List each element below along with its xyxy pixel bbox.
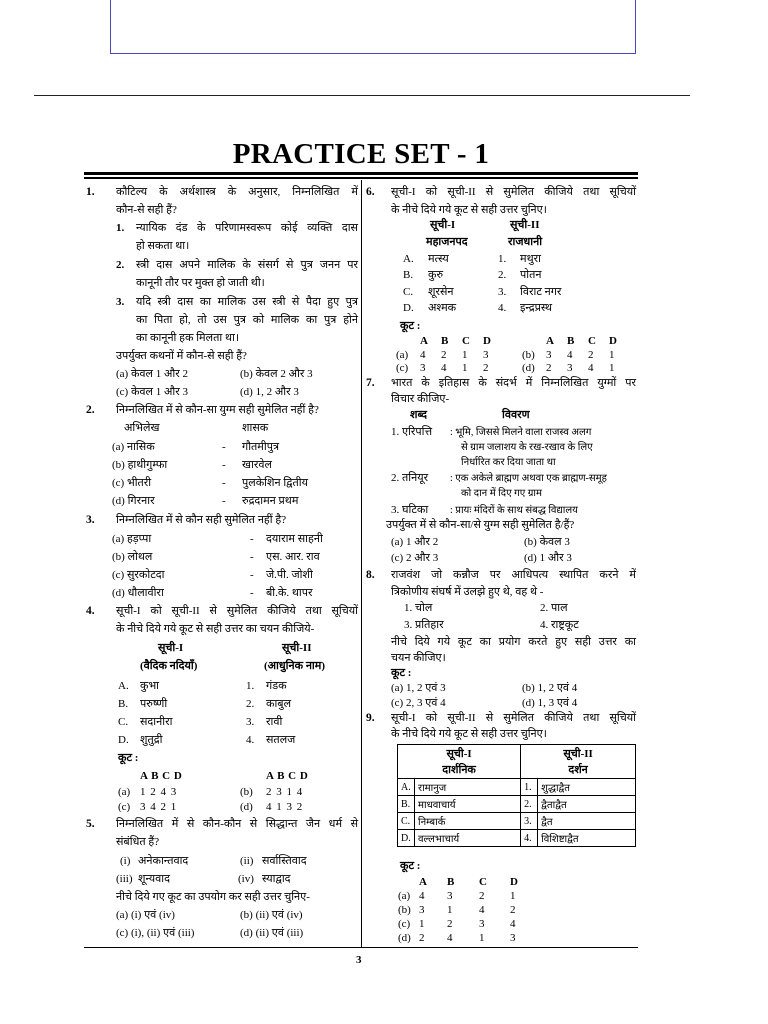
description: : एक अकेले ब्राह्मण अथवा एक ब्राह्मण-समूह [450, 473, 607, 484]
row-letter: A. [118, 680, 129, 692]
option: (a) 1 और 2 [391, 536, 439, 548]
question-stem: कौन-से सही हैं? [116, 204, 177, 216]
row-letter: A. [403, 253, 414, 265]
question-stem: त्रिकोणीय संघर्ष में उलझे हुए थे, वह थे - [391, 586, 544, 598]
row-letter: B. [398, 796, 415, 813]
description: निर्धारित कर दिया जाता था [461, 457, 556, 468]
question-stem: संबंधित हैं? [116, 836, 160, 848]
option-label: (b) [522, 349, 535, 361]
row-number: 1. [246, 680, 255, 692]
option: (d) 1, 3 एवं 4 [522, 697, 578, 709]
description: को दान में दिए गए ग्राम [461, 488, 542, 499]
question-stem: के नीचे दिये गये कूट से सही उत्तर चुनिए। [391, 204, 547, 216]
row-item: शुतुद्री [140, 734, 163, 746]
row-number: 4. [246, 734, 255, 746]
question-number: 7. [366, 377, 375, 389]
row-item: कुभा [140, 680, 160, 692]
row-match: द्वैताद्वैत [538, 796, 636, 813]
pair-left: (b) हाथीगुम्फा [112, 459, 168, 471]
column-header: शासक [242, 422, 269, 434]
code-header: D [510, 876, 518, 888]
row-match: काबुल [266, 698, 292, 710]
code-header: D [609, 335, 617, 347]
row-match: रावी [266, 716, 283, 728]
option-value: 4 [420, 349, 426, 361]
option-value: 1 [609, 349, 615, 361]
code-header: C [479, 876, 487, 888]
code-label: कूट : [118, 752, 139, 764]
question-stem: के नीचे दिये गये कूट से सही उत्तर चुनिए। [391, 728, 547, 740]
row-item: निम्बार्क [415, 813, 521, 830]
pair-right: रुद्रदामन प्रथम [242, 495, 299, 507]
list-item: 1. चोल [404, 602, 433, 614]
item-text: सर्वास्तिवाद [262, 855, 307, 867]
statement: यदि स्त्री दास का मालिक उस स्त्री से पैदा हुए पुत्र [136, 296, 358, 308]
question-stem: भारत के इतिहास के संदर्भ में निम्नलिखित युग्मों पर [391, 377, 636, 389]
match-table [397, 744, 636, 847]
row-item: वल्लभाचार्य [415, 830, 521, 847]
row-match: सतलज [266, 734, 296, 746]
question-number: 3. [86, 514, 95, 526]
option-value: 1 [447, 904, 453, 916]
question-ask: नीचे दिये गये कूट का प्रयोग करते हुए सही उत्तर का [391, 636, 636, 648]
option-values: 2 3 1 4 [266, 786, 303, 798]
option-value: 1 [479, 932, 485, 944]
table-row [398, 779, 636, 796]
option-value: 1 [462, 349, 468, 361]
description: : भूमि, जिससे मिलने वाला राजस्व अलग [450, 427, 592, 438]
question-ask: उपर्युक्त कथनों में कौन-से सही हैं? [116, 350, 247, 362]
pair-right: बी.के. थापर [266, 587, 313, 599]
option: (b) 1, 2 एवं 4 [522, 682, 578, 694]
row-match: द्वैत [538, 813, 636, 830]
row-letter: C. [118, 716, 129, 728]
list-item: 3. प्रतिहार [404, 619, 444, 631]
question-number: 6. [366, 186, 375, 198]
question-stem: राजवंश जो कन्नौज पर आधिपत्य स्थापित करने में [391, 569, 636, 581]
row-item: अश्मक [428, 302, 457, 314]
option-value: 3 [510, 932, 516, 944]
column-header-title: सूची-I [446, 747, 472, 760]
question-number: 1. [86, 186, 95, 198]
row-item: रामानुज [415, 779, 521, 796]
option-values: 4 1 3 2 [266, 801, 303, 813]
pair-left: (a) नासिक [112, 441, 155, 453]
row-item: सदानीरा [140, 716, 173, 728]
description: : प्रायः मंदिरों के साथ संबद्ध विद्यालय [450, 505, 578, 516]
option-label: (c) [118, 801, 131, 813]
question-number: 8. [366, 569, 375, 581]
pair-left: (c) सुरकोटदा [112, 569, 165, 581]
option-values: 3 4 2 1 [140, 801, 177, 813]
column-header: सूची-II [510, 219, 540, 231]
header-rule [34, 95, 690, 96]
option-value: 4 [419, 890, 425, 902]
pair-right: एस. आर. राव [266, 551, 320, 563]
option-value: 2 [588, 349, 594, 361]
pair-left: (c) भीतरी [112, 477, 152, 489]
footer-rule [84, 947, 638, 948]
row-number: 2. [498, 269, 507, 281]
header-box [110, 0, 636, 54]
option-value: 2 [546, 362, 552, 374]
row-letter: D. [398, 830, 415, 847]
pair-left: (b) लोथल [112, 551, 153, 563]
column-header: सूची-II [282, 642, 312, 654]
list-item: 4. राष्ट्रकूट [540, 619, 579, 631]
option: (d) (ii) एवं (iii) [240, 927, 304, 939]
option-label: (d) [522, 362, 535, 374]
option-values: 1 2 4 3 [140, 786, 177, 798]
option-label: (a) [118, 786, 131, 798]
column-subheader: (वैदिक नदियाँ) [140, 660, 198, 672]
row-item: कुरु [428, 269, 444, 281]
pair-right: दयाराम साहनी [266, 533, 323, 545]
option: (c) केवल 1 और 3 [116, 386, 188, 398]
question-number: 2. [86, 404, 95, 416]
row-number: 4. [521, 830, 538, 847]
item-label: (i) [120, 855, 131, 867]
column-header: सूची-I [158, 642, 184, 654]
option-value: 2 [510, 904, 516, 916]
description: से ग्राम जलाशय के रख-रखाव के लिए [461, 442, 593, 453]
question-stem: सूची-I को सूची-II से सुमेलित कीजिये तथा सूचियों [116, 605, 358, 617]
code-header: C [588, 335, 596, 347]
option-label: (c) [398, 918, 411, 930]
question-ask: चयन कीजिए। [391, 652, 446, 664]
option-value: 4 [479, 904, 485, 916]
pair-left: (d) धौलावीरा [112, 587, 164, 599]
term: 3. घटिका [391, 504, 429, 516]
column-header: विवरण [502, 409, 530, 421]
option: (d) 1, 2 और 3 [240, 386, 299, 398]
column-header: सूची-I [430, 219, 456, 231]
code-label: कूट : [400, 320, 421, 332]
row-item: परुष्णी [140, 698, 168, 710]
option: (c) 2, 3 एवं 4 [391, 697, 446, 709]
option: (a) (i) एवं (iv) [116, 909, 175, 921]
option-value: 2 [441, 349, 447, 361]
option: (a) केवल 1 और 2 [116, 368, 188, 380]
page-number: 3 [356, 954, 362, 966]
option-value: 3 [546, 349, 552, 361]
row-match: विशिष्टाद्वैत [538, 830, 636, 847]
question-stem: कौटिल्य के अर्थशास्त्र के अनुसार, निम्नलिखित में [116, 186, 358, 198]
row-number: 2. [246, 698, 255, 710]
option-label: (a) [398, 890, 411, 902]
option-value: 3 [420, 362, 426, 374]
column-header: शब्द [410, 409, 427, 421]
page-title: PRACTICE SET - 1 [232, 138, 490, 170]
column-header-sub: दार्शनिक [442, 763, 476, 776]
statement: हो सकता था। [136, 240, 190, 252]
option-label: (a) [396, 349, 409, 361]
option-value: 2 [419, 932, 425, 944]
option-value: 3 [419, 904, 425, 916]
option-value: 4 [441, 362, 447, 374]
option-value: 2 [447, 918, 453, 930]
option: (b) केवल 3 [524, 536, 570, 548]
option-label: (d) [398, 932, 411, 944]
option-value: 1 [510, 890, 516, 902]
option-value: 1 [419, 918, 425, 930]
question-ask: नीचे दिये गए कूट का उपयोग कर सही उत्तर चुनिए- [116, 891, 310, 903]
pair-right: खारवेल [242, 459, 272, 471]
row-letter: B. [118, 698, 129, 710]
row-letter: D. [403, 302, 414, 314]
statement: का कानूनी हक मिलता था। [136, 332, 239, 344]
option-value: 4 [510, 918, 516, 930]
option-value: 3 [567, 362, 573, 374]
code-header: B [447, 876, 455, 888]
code-header: A [546, 335, 554, 347]
code-header: C [462, 335, 470, 347]
item-text: अनेकान्तवाद [138, 855, 189, 867]
row-item: शूरसेन [428, 286, 454, 298]
item-label: (iii) [116, 873, 133, 885]
pair-right: जे.पी. जोशी [266, 569, 313, 581]
option-value: 1 [462, 362, 468, 374]
column-header-sub: दर्शन [568, 763, 588, 776]
code-header: B [567, 335, 575, 347]
option-label: (c) [396, 362, 409, 374]
item-text: स्याद्वाद [262, 873, 291, 885]
row-number: 3. [498, 286, 507, 298]
question-ask: उपर्युक्त में से कौन-सा/से युग्म सही सुमेलित है/हैं? [386, 519, 575, 531]
question-stem: निम्नलिखित में से कौन सही सुमेलित नहीं है? [116, 514, 287, 526]
question-stem: के नीचे दिये गये कूट से सही उत्तर का चयन कीजिये- [116, 623, 315, 635]
option-value: 4 [447, 932, 453, 944]
option-value: 3 [483, 349, 489, 361]
code-header: A B C D [140, 770, 182, 782]
row-letter: C. [403, 286, 414, 298]
row-match: मथुरा [520, 253, 541, 265]
question-stem: सूची-I को सूची-II से सुमेलित कीजिये तथा सूचियों [391, 186, 636, 198]
option: (c) 2 और 3 [391, 552, 439, 564]
code-header: D [483, 335, 491, 347]
list-item: 2. पाल [540, 602, 568, 614]
statement: स्त्री दास अपने मालिक के संसर्ग से पुत्र जनन पर [136, 259, 358, 271]
option: (c) (i), (ii) एवं (iii) [116, 927, 195, 939]
code-label: कूट : [400, 860, 421, 872]
question-number: 9. [366, 712, 375, 724]
column-divider [361, 180, 362, 948]
table-row [398, 830, 636, 847]
option-value: 4 [567, 349, 573, 361]
row-number: 3. [521, 813, 538, 830]
option-label: (b) [240, 786, 253, 798]
code-header: A B C D [266, 770, 308, 782]
term: 1. एरिपत्ति [391, 426, 433, 438]
item-label: (iv) [238, 873, 254, 885]
question-stem: निम्नलिखित में से कौन-सा युग्म सही सुमेलित नहीं है? [116, 404, 319, 416]
code-header: A [420, 335, 428, 347]
term: 2. तनियूर [391, 472, 429, 484]
column-header: अभिलेख [124, 422, 160, 434]
question-number: 5. [86, 818, 95, 830]
row-match: विराट नगर [520, 286, 562, 298]
question-number: 4. [86, 605, 95, 617]
statement: न्यायिक दंड के परिणामस्वरूप कोई व्यक्ति दास [136, 222, 358, 234]
table-row [398, 813, 636, 830]
item-text: शून्यवाद [138, 873, 170, 885]
table-header-row [398, 745, 636, 779]
option: (b) (ii) एवं (iv) [240, 909, 303, 921]
row-item: मत्स्य [428, 253, 449, 265]
title-double-rule [84, 172, 638, 179]
option-value: 3 [479, 918, 485, 930]
column-header-title: सूची-II [563, 747, 593, 760]
item-label: (ii) [240, 855, 254, 867]
option-value: 2 [483, 362, 489, 374]
pair-left: (a) हड़प्पा [112, 533, 152, 545]
column-header [521, 745, 636, 779]
row-number: 1. [498, 253, 507, 265]
row-match: पोतन [520, 269, 542, 281]
option-label: (b) [398, 904, 411, 916]
option-value: 1 [609, 362, 615, 374]
code-header: B [441, 335, 449, 347]
column-header [398, 745, 521, 779]
column-subheader: राजधानी [508, 236, 543, 248]
pair-left: (d) गिरनार [112, 495, 155, 507]
row-match: शुद्धाद्वैत [538, 779, 636, 796]
option: (d) 1 और 3 [524, 552, 572, 564]
column-subheader: (आधुनिक नाम) [264, 660, 326, 672]
option-value: 4 [588, 362, 594, 374]
row-number: 3. [246, 716, 255, 728]
option-label: (d) [240, 801, 253, 813]
code-label: कूट : [391, 667, 412, 679]
row-letter: B. [403, 269, 414, 281]
question-stem: विचार कीजिए- [391, 393, 450, 405]
statement: का पिता हो, तो उस पुत्र को मालिक का पुत्र होने [136, 314, 358, 326]
row-match: गंडक [266, 680, 287, 692]
question-stem: निम्नलिखित में से कौन-कौन से सिद्धान्त जैन धर्म से [116, 818, 358, 830]
option: (a) 1, 2 एवं 3 [391, 682, 446, 694]
table-row [398, 796, 636, 813]
column-subheader: महाजनपद [426, 236, 468, 248]
statement: कानूनी तौर पर मुक्त हो जाती थी। [136, 277, 265, 289]
row-item: माधवाचार्य [415, 796, 521, 813]
question-stem: सूची-I को सूची-II से सुमेलित कीजिये तथा सूचियों [391, 712, 636, 724]
row-match: इन्द्रप्रस्थ [520, 302, 552, 314]
row-number: 1. [521, 779, 538, 796]
row-letter: C. [398, 813, 415, 830]
pair-right: पुलकेशिन द्वितीय [242, 477, 309, 489]
option-value: 3 [447, 890, 453, 902]
code-header: A [419, 876, 427, 888]
row-letter: D. [118, 734, 129, 746]
row-letter: A. [398, 779, 415, 796]
row-number: 4. [498, 302, 507, 314]
option-value: 2 [479, 890, 485, 902]
pair-right: गौतमीपुत्र [242, 441, 280, 453]
option: (b) केवल 2 और 3 [240, 368, 313, 380]
row-number: 2. [521, 796, 538, 813]
